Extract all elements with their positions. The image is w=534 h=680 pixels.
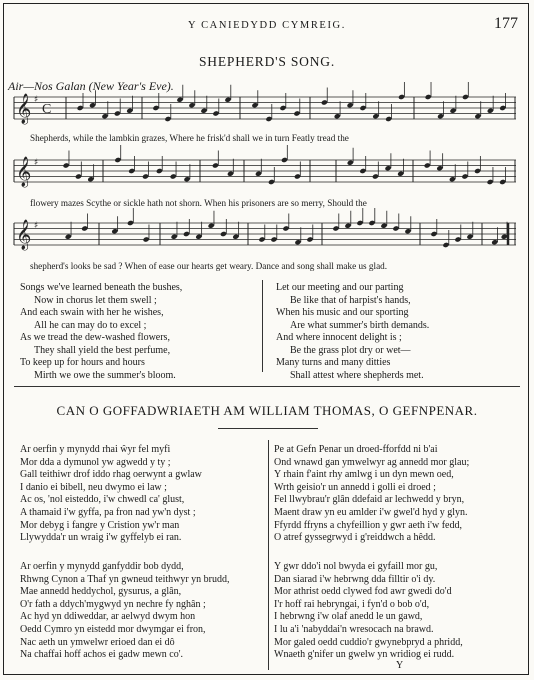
welsh-line: I danio ei bibell, neu dwymo ei law ; [20,481,167,493]
welsh-line: Dan siarad i'w hebrwng dda filltir o'i dy. [274,573,436,585]
welsh-line: Mor galed oedd cuddio'r gwynebpryd a phridd, [274,636,463,648]
welsh-line: Wrth geisio'r un annedd i golli ei droed ; [274,481,436,493]
air-label: Air—Nos Galan (New Year's Eve). [8,79,174,93]
welsh-line: Pe at Gefn Penar un droed-fforfdd ni b'ai [274,444,438,455]
treble-clef-icon: 𝄞 [16,94,32,124]
page-number: 177 [494,15,518,32]
verse-line: Are what summer's birth demands. [290,319,430,331]
verse-line: All he can may do to excel ; [34,319,147,331]
welsh-line: Y rhain f'aint rhy amlwg i un dyn mewn oed, [274,469,454,481]
welsh-line: Oedd Cymro yn eistedd mor dwymgar ei fron, [20,623,206,635]
verse-line: And each swain with her he wishes, [20,307,164,318]
welsh-line: Mor debyg i fangre y Cristion yw'r man [20,519,180,531]
signature: Y [396,660,404,671]
verse-right [276,282,429,382]
welsh-line: O'r fath a ddych'mygwyd yn nechre fy nghân ; [20,598,206,610]
verse-line: Now in chorus let them swell ; [34,294,157,306]
treble-clef-icon: 𝄞 [16,157,32,187]
verse-line: Mirth we owe the summer's bloom. [34,369,176,381]
sharp-icon: ♯ [34,221,39,231]
verse-line: As we tread the dew-washed flowers, [20,332,170,343]
verse-line: And where innocent delight is ; [276,332,402,343]
welsh-line: Ar oerfin y mynydd rhai ŵyr fel myfi [20,444,171,455]
column-divider [268,440,269,670]
welsh-line: Mae annedd heddychol, gysurus, a glân, [20,586,182,598]
welsh-line: Ffyrdd ffryns a chyfeillion y gwr aeth i'w fedd, [274,519,462,531]
welsh-line: A thamaid i'w gyffa, pa fron nad yw'n dyst ; [20,506,196,518]
welsh-line: Mor athrist oedd clywed fod awr gwedi do'd [274,586,452,598]
verse-line: Be like that of harpist's hands, [290,294,411,306]
verse-line: They shall yield the best perfume, [34,344,171,356]
welsh-line: Nac aeth un ymwelwr erioed dan ei dô [20,636,175,648]
welsh-line: Rhwng Cynon a Thaf yn gwneud teithwyr yn brudd, [20,573,230,585]
welsh-left-stanza-1 [20,444,202,545]
welsh-line: Mor dda a dymunol yw agwedd y ty ; [20,456,171,468]
verse-line: Songs we've learned beneath the bushes, [20,282,183,293]
sharp-icon: ♯ [34,95,39,105]
welsh-line: Gall teithiwr drof iddo rhag oerwynt a gwlaw [20,469,202,481]
welsh-line: I hebrwng i'w olaf anedd le un gawd, [274,611,423,623]
verse-left [20,282,182,382]
welsh-line: Llywydda'r un wraig i'w gyffelyb ei ran. [20,532,182,544]
lyric-line-3: shepherd's looks be sad ? When of ease our hearts get weary. Dance and song shall make us glad. [30,261,388,271]
welsh-right-stanza-1 [274,444,469,545]
welsh-line: Ac os, 'nol eisteddo, i'w chwedl ca' glust, [20,494,185,506]
welsh-left-stanza-2 [20,561,230,662]
song-title: SHEPHERD'S SONG. [198,54,335,69]
column-divider [262,280,263,372]
lyric-line-2: flowery mazes Scythe or sickle hath not shorn. When his prisoners are so merry, Should the [30,198,367,208]
welsh-line: I lu a'i 'nabyddai'n wresocach na brawd. [274,623,434,635]
welsh-right-stanza-2 [274,561,463,662]
welsh-line: O atref gyssegrwyd i g'reiddwch a hêdd. [274,532,436,544]
verse-line: Let our meeting and our parting [276,282,404,293]
welsh-line: Ond wnawd gan ymwelwyr ag annedd mor glau; [274,456,470,468]
welsh-line: Wnaeth g'nifer un gwelw yn wridiog ei rudd. [274,649,455,661]
sharp-icon: ♯ [34,158,39,168]
treble-clef-icon: 𝄞 [16,220,32,250]
verse-line: To keep up for hours and hours [20,357,145,368]
section-heading: CAN O GOFFADWRIAETH AM WILLIAM THOMAS, O GEFNPENAR. [56,403,478,418]
verse-line: Shall attest where shepherds met. [290,369,424,381]
welsh-line: Y gwr ddo'i nol bwyda ei gyfaill mor gu, [274,561,438,572]
welsh-line: Na chaffai hoff achos ei gadw mewn co'. [20,649,184,661]
running-header: Y CANIEDYDD CYMREIG. [188,20,346,31]
welsh-line: Ar oerfin y mynydd ganfyddir bob dydd, [20,561,184,572]
welsh-line: Ac hyd yn ddiweddar, ar aelwyd dwym hon [20,611,196,623]
welsh-line: I'r hoff rai hebryngai, i fyn'd o bob o'd, [274,598,430,610]
welsh-line: Fel llwybrau'r glân ddefaid ar lechwedd y bryn, [274,494,465,506]
welsh-line: Maent draw yn eu amlder i'w gwel'd hyd y glyn. [274,506,468,518]
common-time-icon: C [42,102,52,117]
verse-line: When his music and our sporting [276,307,409,318]
verse-line: Many turns and many ditties [276,357,391,368]
section-rule [14,386,520,387]
lyric-line-1: Shepherds, while the lambkin grazes, Where he frisk'd shall we in turn Featly tread the [30,133,349,143]
heading-rule [218,428,318,429]
verse-line: Be the grass plot dry or wet— [290,344,411,356]
